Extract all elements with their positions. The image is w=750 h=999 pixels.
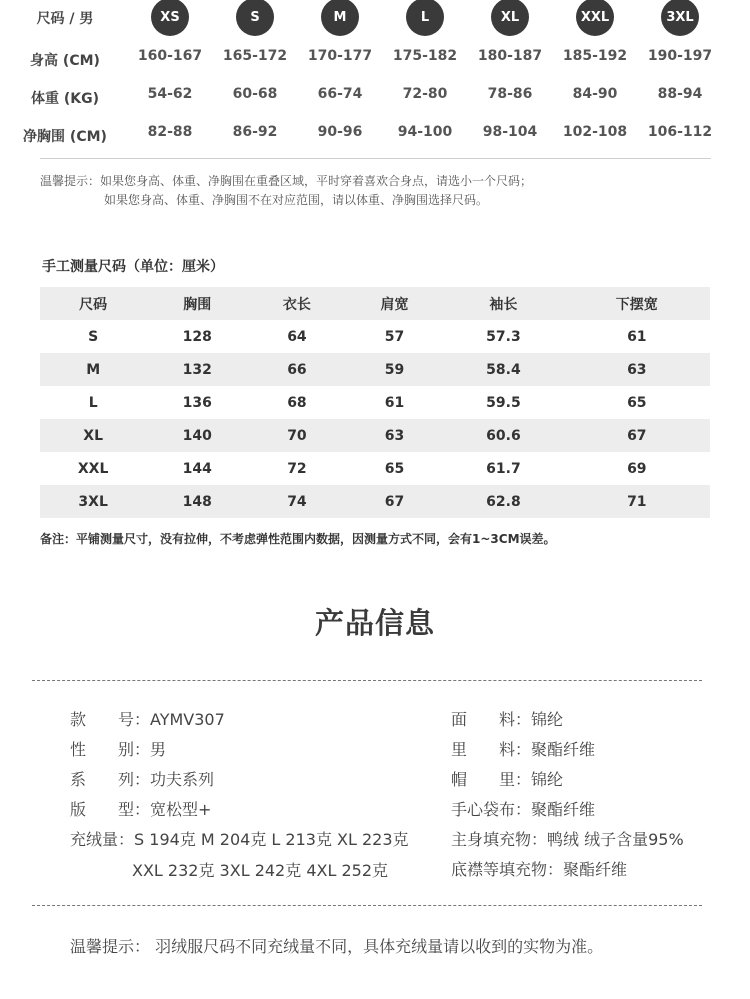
size-badge-l: L [406, 0, 444, 36]
warm-tip: 温馨提示： 羽绒服尺码不同充绒量不同，具体充绒量请以收到的实物为准。 [70, 937, 604, 956]
size-cell: 60-68 [232, 86, 278, 102]
info-key: 里 料： [451, 740, 532, 759]
size-tip-line2: 如果您身高、体重、净胸围不在对应范围，请以体重、净胸围选择尺码。 [104, 193, 489, 207]
info-left-item [70, 797, 211, 820]
info-key: 手心袋布： [451, 800, 532, 819]
info-value: 聚酯纤维 [563, 860, 628, 879]
size-row-label: 体重 (KG) [30, 91, 99, 107]
table-cell: 128 [182, 328, 212, 345]
info-left-item [70, 767, 214, 790]
size-cell: 106-112 [647, 124, 713, 140]
info-value: 锦纶 [531, 770, 564, 789]
size-cell: 84-90 [572, 86, 618, 102]
column-header: 尺码 [40, 287, 146, 320]
dashed-divider-top [32, 680, 702, 681]
table-cell: XXL [77, 460, 109, 477]
table-cell: 72 [287, 460, 307, 477]
table-cell: S [88, 328, 99, 345]
info-left-item [70, 707, 225, 730]
table-cell: 3XL [78, 493, 108, 510]
info-key: 充绒量： [70, 830, 135, 849]
size-cell: 78-86 [487, 86, 533, 102]
table-cell: 61 [627, 328, 647, 345]
size-cell: 94-100 [397, 124, 453, 140]
info-right-item [451, 767, 563, 790]
table-row [40, 452, 710, 485]
info-value: 锦纶 [531, 710, 564, 729]
fill-weight-continued: XXL 232克 3XL 242克 4XL 252克 [132, 861, 388, 880]
info-key: 主身填充物： [451, 830, 548, 849]
table-cell: 57 [384, 328, 405, 345]
table-cell: 132 [182, 361, 212, 378]
table-cell: 74 [287, 493, 307, 510]
column-header: 下摆宽 [564, 287, 710, 320]
size-cell: 72-80 [402, 86, 448, 102]
size-badge-3xl: 3XL [661, 0, 699, 36]
info-right-item [451, 737, 595, 760]
table-cell: 62.8 [486, 493, 521, 510]
table-cell: 148 [182, 493, 212, 510]
table-cell: M [86, 361, 101, 378]
size-cell: 66-74 [317, 86, 363, 102]
info-key: 款 号： [70, 710, 151, 729]
info-key: 系 列： [70, 770, 151, 789]
info-value: 聚酯纤维 [531, 800, 596, 819]
size-cell: 190-197 [647, 48, 713, 64]
column-header: 胸围 [146, 287, 248, 320]
info-value: 男 [150, 740, 167, 759]
table-cell: 70 [287, 427, 307, 444]
divider [40, 158, 711, 159]
manual-table-title: 手工测量尺码（单位：厘米） [42, 259, 224, 275]
info-value: S 194克 M 204克 L 213克 XL 223克 [134, 830, 409, 849]
table-row [40, 485, 710, 518]
size-badge-m: M [321, 0, 359, 36]
table-cell: 61.7 [486, 460, 521, 477]
info-key: 底襟等填充物： [451, 860, 564, 879]
info-value: 鸭绒 绒子含量95% [547, 830, 684, 849]
info-left-item [70, 827, 409, 850]
info-key: 性 别： [70, 740, 151, 759]
info-key: 面 料： [451, 710, 532, 729]
info-right-item [451, 707, 563, 730]
column-header: 衣长 [248, 287, 346, 320]
size-row-label: 身高 (CM) [30, 53, 100, 69]
table-row [40, 419, 710, 452]
table-cell: 61 [384, 394, 405, 411]
table-cell: 57.3 [486, 328, 521, 345]
table-cell: 64 [287, 328, 307, 345]
info-value: 功夫系列 [150, 770, 215, 789]
table-cell: 67 [384, 493, 405, 510]
table-cell: 65 [627, 394, 647, 411]
table-cell: 68 [287, 394, 307, 411]
column-header: 袖长 [443, 287, 563, 320]
table-cell: 65 [384, 460, 405, 477]
table-cell: 69 [627, 460, 647, 477]
table-cell: XL [83, 427, 104, 444]
size-badge-s: S [236, 0, 274, 36]
table-row [40, 386, 710, 419]
size-cell: 102-108 [562, 124, 628, 140]
size-cell: 175-182 [392, 48, 458, 64]
measurement-note: 备注：平铺测量尺寸，没有拉伸，不考虑弹性范围内数据，因测量方式不同，会有1~3CM误差。 [40, 532, 556, 546]
table-cell: 60.6 [486, 427, 521, 444]
column-header: 肩宽 [346, 287, 444, 320]
size-row-label: 净胸围 (CM) [23, 129, 107, 145]
size-cell: 90-96 [317, 124, 363, 140]
table-cell: 136 [182, 394, 212, 411]
info-value: AYMV307 [150, 710, 225, 729]
size-cell: 98-104 [482, 124, 538, 140]
info-key: 版 型： [70, 800, 151, 819]
size-cell: 180-187 [477, 48, 543, 64]
size-cell: 54-62 [147, 86, 193, 102]
table-cell: 140 [182, 427, 212, 444]
table-cell: 66 [287, 361, 307, 378]
table-row [40, 320, 710, 353]
dashed-divider-bottom [32, 905, 702, 906]
size-cell: 160-167 [137, 48, 203, 64]
info-value: 宽松型+ [150, 800, 212, 819]
size-badge-xl: XL [491, 0, 529, 36]
size-cell: 82-88 [147, 124, 193, 140]
size-chart-header-label: 尺码 / 男 [36, 11, 94, 27]
table-cell: 58.4 [486, 361, 521, 378]
info-key: 帽 里： [451, 770, 532, 789]
table-header-row [40, 287, 710, 320]
manual-measurement-table [40, 287, 710, 518]
size-cell: 170-177 [307, 48, 373, 64]
size-cell: 165-172 [222, 48, 288, 64]
info-right-item [451, 797, 595, 820]
product-info-title: 产品信息 [314, 606, 435, 640]
table-cell: 144 [182, 460, 212, 477]
table-row [40, 353, 710, 386]
table-cell: 67 [627, 427, 647, 444]
size-cell: 185-192 [562, 48, 628, 64]
size-tip-line1: 温馨提示：如果您身高、体重、净胸围在重叠区域，平时穿着喜欢合身点，请选小一个尺码； [40, 174, 533, 188]
table-cell: 59.5 [486, 394, 521, 411]
table-cell: 71 [627, 493, 647, 510]
table-cell: 59 [384, 361, 405, 378]
info-right-item [451, 827, 684, 850]
info-left-item [70, 737, 166, 760]
size-badge-xxl: XXL [576, 0, 614, 36]
size-badge-xs: XS [151, 0, 189, 36]
size-cell: 86-92 [232, 124, 278, 140]
info-right-item [451, 857, 627, 880]
table-cell: 63 [384, 427, 405, 444]
info-value: 聚酯纤维 [531, 740, 596, 759]
table-cell: L [88, 394, 98, 411]
size-cell: 88-94 [657, 86, 703, 102]
table-cell: 63 [627, 361, 647, 378]
